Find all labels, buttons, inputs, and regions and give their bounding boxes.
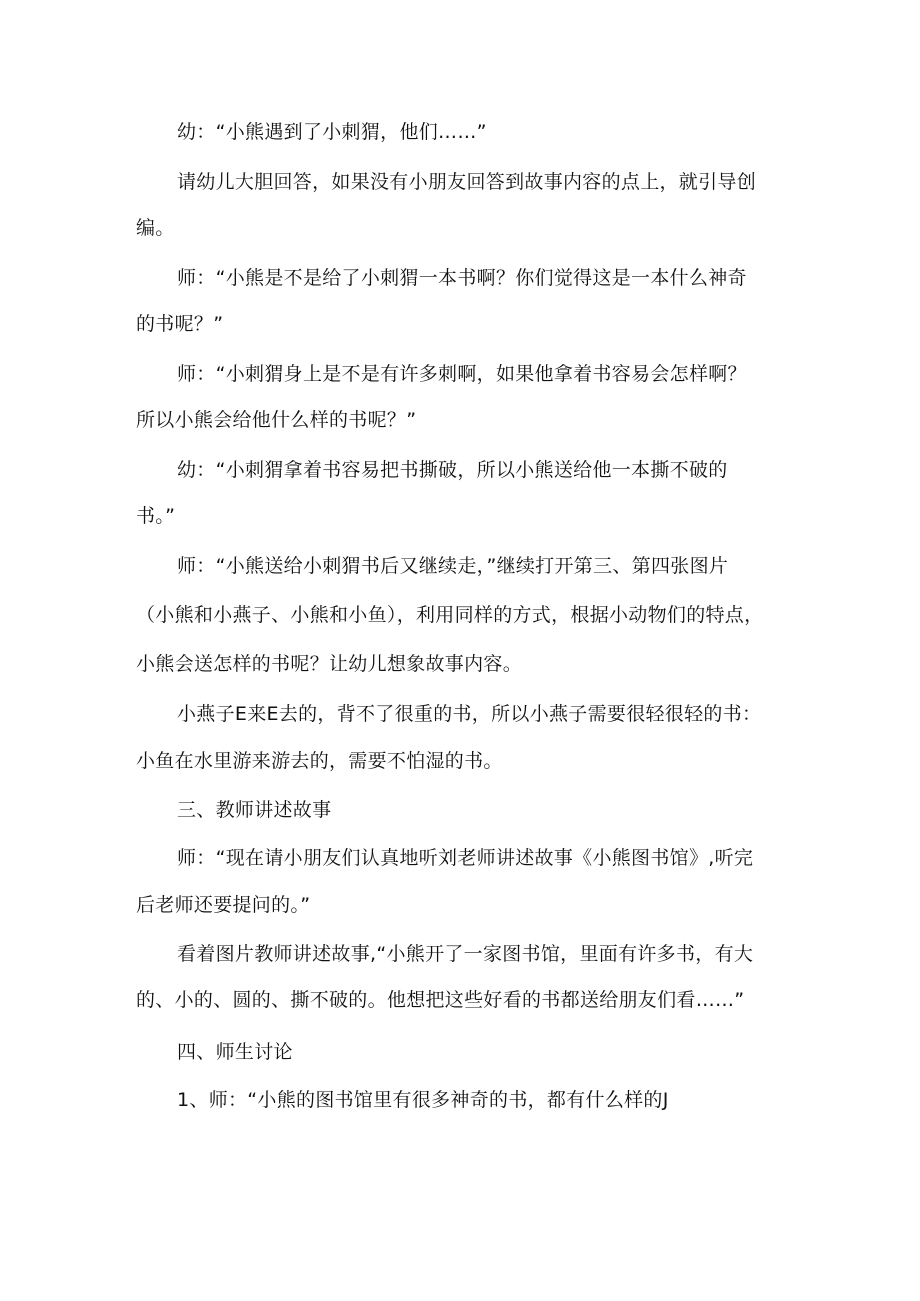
text-line: 看着图片教师讲述故事,“小熊开了一家图书馆，里面有许多书，有大 [177,943,754,965]
text-line: 编。 [136,217,175,239]
text-line: 小燕子E来E去的，背不了很重的书，所以小燕子需要很轻很轻的书： [177,703,762,725]
section-heading: 四、师生讨论 [177,1041,293,1063]
section-heading: 三、教师讲述故事 [177,799,332,821]
text-line: 的书呢？” [136,313,224,335]
text-line: （小熊和小燕子、小熊和小鱼），利用同样的方式，根据小动物们的特点， [136,604,764,626]
text-line: 书。” [136,505,176,527]
dialogue-line: 师：“现在请小朋友们认真地听刘老师讲述故事《小熊图书馆》,听完 [177,847,754,869]
dialogue-line: 师：“小熊是不是给了小刺猬一本书啊？你们觉得这是一本什么神奇 [177,267,747,289]
dialogue-line: 幼：“小刺猬拿着书容易把书撕破，所以小熊送给他一本撕不破的 [177,459,728,481]
dialogue-line: 师：“小熊送给小刺猬书后又继续走，”继续打开第三、第四张图片 [177,555,729,577]
text-line: 后老师还要提问的。” [136,894,311,916]
dialogue-line: 1、师：“小熊的图书馆里有很多神奇的书，都有什么样的J [177,1089,669,1111]
text-line: 小熊会送怎样的书呢？让幼儿想象故事内容。 [136,653,523,675]
text-line: 所以小熊会给他什么样的书呢？” [136,409,417,431]
dialogue-line: 幼：“小熊遇到了小刺猬，他们……” [177,121,487,143]
text-line: 小鱼在水里游来游去的，需要不怕湿的书。 [136,750,503,772]
text-line: 的、小的、圆的、撕不破的。他想把这些好看的书都送给朋友们看……” [136,989,745,1011]
text-line: 请幼儿大胆回答，如果没有小朋友回答到故事内容的点上，就引导创 [177,171,757,193]
dialogue-line: 师：“小刺猬身上是不是有许多刺啊，如果他拿着书容易会怎样啊？ [177,363,747,385]
